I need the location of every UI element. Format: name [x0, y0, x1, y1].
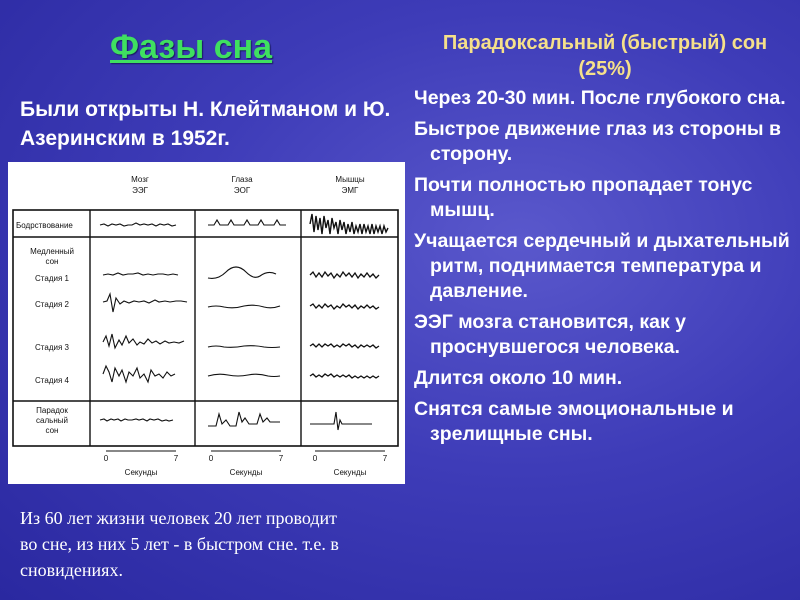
- eeg-trace-wake: [100, 223, 176, 226]
- row-label-stage-1: Стадия 1: [35, 274, 69, 283]
- sleep-duration-note: Из 60 лет жизни человек 20 лет проводит во сне, из них 5 лет - в быстром сне. т.е. в сновидениях.: [20, 508, 339, 580]
- eog-trace-wake: [208, 220, 286, 225]
- emg-trace-stage-1: [310, 272, 379, 278]
- fact-item: Быстрое движение глаз из стороны в сторону.: [414, 118, 781, 165]
- sleep-stages-figure: [8, 162, 405, 484]
- fact-item: Учащается сердечный и дыхательный ритм, поднимается температура и давление.: [414, 230, 790, 302]
- row-label-slow-2: сон: [45, 257, 59, 266]
- fact-item: Через 20-30 мин. После глубокого сна.: [414, 87, 786, 109]
- row-label-rem-2: сальный: [36, 416, 68, 425]
- eeg-trace-stage-3: [103, 334, 184, 348]
- axis-label-eeg: Секунды: [124, 468, 158, 477]
- eeg-trace-stage-1: [103, 273, 178, 275]
- eog-trace-stage-1: [208, 267, 276, 278]
- eog-trace-stage-2: [208, 305, 280, 308]
- fact-item: Длится около 10 мин.: [414, 367, 623, 389]
- row-label-rem-1: Парадок: [36, 406, 68, 415]
- col-header-brain: Мозг: [131, 175, 149, 184]
- rem-sleep-heading: Парадоксальный (быстрый) сон (25%): [442, 32, 768, 80]
- fact-item: Почти полностью пропадает тонус мышц.: [414, 174, 753, 221]
- emg-trace-stage-2: [310, 304, 379, 309]
- axis-tick-start-eog: 0: [208, 454, 214, 463]
- col-header-eyes: Глаза: [231, 175, 253, 184]
- axis-label-eog: Секунды: [229, 468, 263, 477]
- discovery-text: Были открыты Н. Клейтманом и Ю. Азеринским в 1952г.: [20, 98, 391, 150]
- axis-tick-end-eeg: 7: [173, 454, 179, 463]
- row-label-rem-3: сон: [45, 426, 59, 435]
- row-label-stage-2: Стадия 2: [35, 300, 69, 309]
- row-label-stage-4: Стадия 4: [35, 376, 69, 385]
- emg-trace-stage-3: [310, 344, 379, 348]
- eog-trace-rem: [208, 412, 280, 426]
- emg-trace-wake: [310, 214, 388, 234]
- sleep-stages-svg: [8, 162, 405, 484]
- col-header-muscles: Мышцы: [335, 175, 365, 184]
- slide-title: Фазы сна: [110, 28, 273, 66]
- eeg-trace-rem: [100, 419, 173, 421]
- eeg-trace-stage-2: [103, 294, 187, 312]
- col-header-emg: ЭМГ: [341, 186, 359, 195]
- fact-item: ЭЭГ мозга становится, как у проснувшегося человека.: [414, 311, 687, 358]
- figure-frame: [13, 210, 398, 446]
- axis-tick-start-emg: 0: [312, 454, 318, 463]
- axis-label-emg: Секунды: [333, 468, 367, 477]
- row-label-stage-3: Стадия 3: [35, 343, 69, 352]
- axis-tick-end-emg: 7: [382, 454, 388, 463]
- row-label-slow-1: Медленный: [30, 247, 74, 256]
- col-header-eeg: ЭЭГ: [132, 186, 148, 195]
- eeg-trace-stage-4: [103, 366, 175, 382]
- fact-item: Снятся самые эмоциональные и зрелищные сны.: [414, 398, 734, 445]
- axis-tick-end-eog: 7: [278, 454, 284, 463]
- emg-trace-stage-4: [310, 374, 379, 378]
- eog-trace-stage-3: [208, 346, 280, 348]
- axis-tick-start-eeg: 0: [103, 454, 109, 463]
- emg-trace-rem: [310, 412, 372, 430]
- rem-facts-list: [414, 86, 792, 453]
- row-label-wake: Бодрствование: [16, 221, 73, 230]
- eog-trace-stage-4: [208, 374, 280, 376]
- col-header-eog: ЭОГ: [233, 186, 251, 195]
